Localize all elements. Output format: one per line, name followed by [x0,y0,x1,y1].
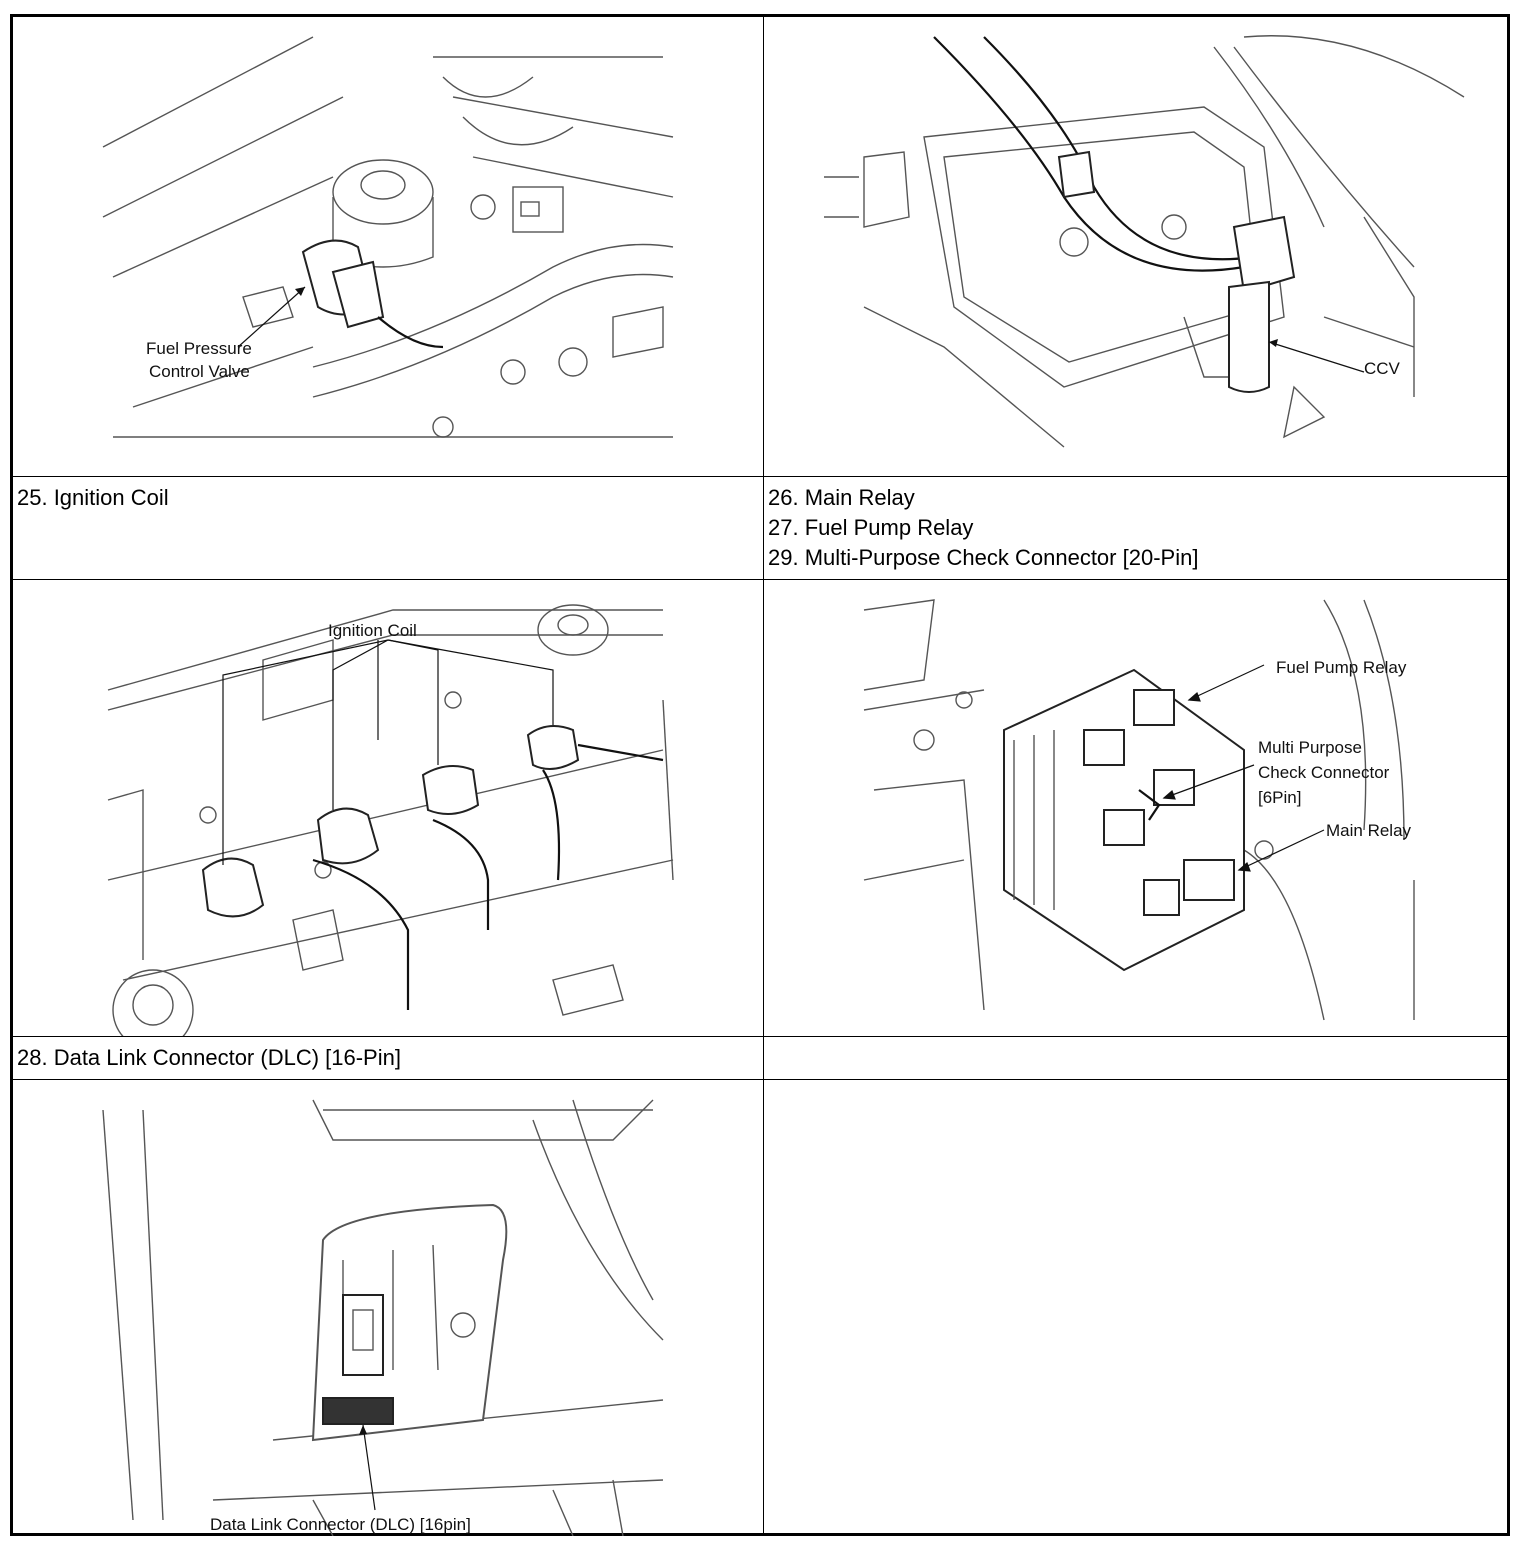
fuel-pressure-label-line1: Fuel Pressure [146,339,252,358]
caption-relay-list [768,483,1198,573]
mpc-label-line3: [6Pin] [1258,788,1302,807]
mpc-label-line1: Multi Purpose [1258,738,1362,757]
fuel-pump-relay-label: Fuel Pump Relay [1276,658,1407,677]
caption-main-relay: 26. Main Relay [768,485,915,510]
main-relay-label: Main Relay [1326,821,1412,840]
dlc-illustration [13,1080,763,1536]
caption-ignition-coil: 25. Ignition Coil [17,485,169,510]
component-table [10,14,1510,1536]
caption-cell-ignition [13,477,763,579]
caption-cell-relays [764,477,1510,579]
ignition-coil-illustration [13,580,763,1036]
empty-cell [764,1080,1510,1536]
mpc-label-line2: Check Connector [1258,763,1390,782]
ccv-illustration [764,17,1510,476]
dlc-label: Data Link Connector (DLC) [16pin] [210,1515,471,1534]
caption-fuel-pump-relay: 27. Fuel Pump Relay [768,515,974,540]
fuel-pressure-valve-illustration [13,17,763,476]
caption-cell-empty [764,1037,1510,1079]
caption-dlc: 28. Data Link Connector (DLC) [16-Pin] [17,1045,401,1070]
fuel-pressure-label-line2: Control Valve [149,362,250,381]
relay-box-illustration [764,580,1510,1036]
caption-cell-dlc [13,1037,763,1079]
caption-multi-purpose-connector: 29. Multi-Purpose Check Connector [20-Pin] [768,545,1199,570]
ignition-coil-label: Ignition Coil [328,621,417,640]
ccv-label: CCV [1364,359,1400,378]
